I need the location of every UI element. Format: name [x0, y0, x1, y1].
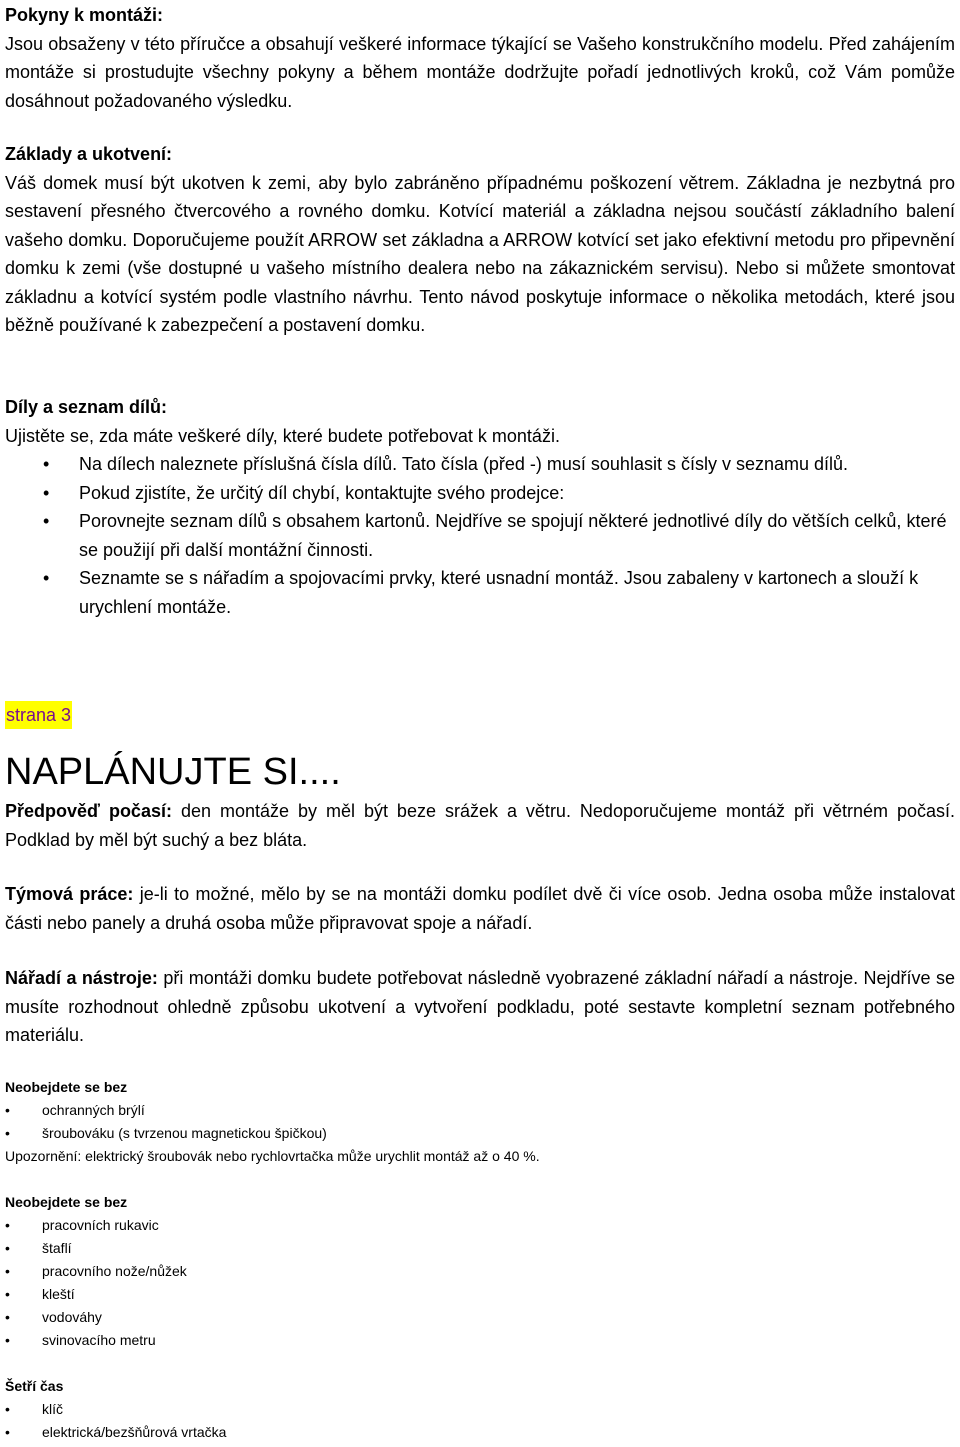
bullet-icon: • [5, 1424, 10, 1440]
section-text: při montáži domku budete potřebovat následně vyobrazené základní nářadí a nástroje. Nejdříve se musíte rozhodnout ohledně způsobu ukotvení a vytvoření podkladu, poté sestavte kompletní seznam potřebného materiálu. [5, 968, 955, 1045]
page-title: NAPLÁNUJTE SI.... [5, 751, 341, 793]
list-item-text: ochranných brýlí [42, 1102, 145, 1118]
list-item-text: šroubováku (s tvrzenou magnetickou špičkou) [42, 1125, 327, 1141]
section-heading: Díly a seznam dílů: [5, 397, 168, 417]
list-item-text: Porovnejte seznam dílů s obsahem kartonů. Nejdříve se spojují některé jednotlivé díly do větších celků, které se použijí při další montážní činnosti. [79, 511, 947, 560]
list-item-text: pracovních rukavic [42, 1217, 159, 1233]
list-item-text: Pokud zjistíte, že určitý díl chybí, kontaktujte svého prodejce: [79, 482, 565, 503]
section-required-tools-2 [5, 1191, 955, 1352]
section-teamwork [5, 880, 955, 937]
list-item [5, 1421, 955, 1444]
section-label: Předpověď počasí: [5, 801, 172, 821]
list-item-text: elektrická/bezšňůrová vrtačka [42, 1424, 227, 1440]
section-assembly-instructions [5, 1, 955, 115]
bullet-icon: • [43, 454, 50, 474]
list-item [5, 1260, 955, 1283]
list-item [5, 1099, 955, 1122]
list-heading: Neobejdete se bez [5, 1194, 128, 1210]
section-text: den montáže by měl být beze srážek a větru. Nedoporučujeme montáž při větrném počasí. Podklad by měl být suchý a bez bláta. [5, 801, 956, 850]
parts-bullet-list [5, 450, 955, 621]
section-heading: Pokyny k montáži: [5, 5, 164, 25]
list-item-text: klíč [42, 1401, 63, 1417]
section-label: Týmová práce: [5, 884, 134, 904]
tools-list [5, 1099, 955, 1145]
bullet-icon: • [5, 1309, 10, 1325]
list-item [5, 1398, 955, 1421]
bullet-icon: • [5, 1332, 10, 1348]
list-item-text: vodováhy [42, 1309, 102, 1325]
section-required-tools-1 [5, 1076, 955, 1168]
list-item-text: pracovního nože/nůžek [42, 1263, 187, 1279]
list-item [5, 1214, 955, 1237]
page-marker: strana 3 [5, 701, 72, 729]
section-parts-list [5, 393, 955, 621]
section-paragraph: Váš domek musí být ukotven k zemi, aby bylo zabráněno případnému poškození větrem. Základna je nezbytná pro sestavení přesného čtvercového a rovného domku. Kotvící materiál a základna nejsou součástí základního balení vašeho domku. Doporučujeme použít ARROW set základna a ARROW kotvící set jako efektivní metodu pro připevnění domku k zemi (vše dostupné u vašeho místního dealera nebo na zákaznickém servisu). Nebo si můžete smontovat základnu a kotvící systém podle vlastního návrhu. Tento návod poskytuje informace o několika metodách, které jsou běžně používané k zabezpečení a postavení domku. [5, 172, 955, 335]
bullet-icon: • [5, 1125, 10, 1141]
list-item [5, 1306, 955, 1329]
bullet-icon: • [5, 1240, 10, 1256]
section-heading: Základy a ukotvení: [5, 144, 173, 164]
list-item [5, 450, 955, 479]
list-item [5, 1283, 955, 1306]
list-item-text: svinovacího metru [42, 1332, 156, 1348]
list-item [5, 1122, 955, 1145]
list-item [5, 507, 955, 564]
section-intro: Ujistěte se, zda máte veškeré díly, které budete potřebovat k montáži. [5, 425, 560, 446]
list-heading: Šetří čas [5, 1378, 64, 1394]
bullet-icon: • [43, 568, 50, 588]
bullet-icon: • [5, 1217, 10, 1233]
bullet-icon: • [5, 1263, 10, 1279]
list-item-text: Na dílech naleznete příslušná čísla dílů. Tato čísla (před -) musí souhlasit s čísly v seznamu dílů. [79, 454, 849, 474]
section-tools [5, 964, 955, 1050]
list-item [5, 479, 955, 508]
section-label: Nářadí a nástroje: [5, 968, 158, 988]
bullet-icon: • [5, 1102, 10, 1118]
section-time-savers [5, 1375, 955, 1444]
bullet-icon: • [5, 1401, 10, 1417]
tools-list [5, 1398, 955, 1444]
bullet-icon: • [5, 1286, 10, 1302]
list-item-text: Seznamte se s nářadím a spojovacími prvky, které usnadní montáž. Jsou zabaleny v kartonech a slouží k urychlení montáže. [79, 568, 919, 617]
list-item-text: štaflí [42, 1240, 72, 1256]
bullet-icon: • [43, 482, 50, 503]
section-paragraph: Jsou obsaženy v této příručce a obsahují veškeré informace týkající se Vašeho konstrukčního modelu. Před zahájením montáže si prostudujte všechny pokyny a během montáže dodržujte pořadí jednotlivých kroků, což Vám pomůže dosáhnout požadovaného výsledku. [5, 33, 955, 111]
warning-note: Upozornění: elektrický šroubovák nebo rychlovrtačka může urychlit montáž až o 40 %. [5, 1148, 540, 1164]
list-item [5, 1237, 955, 1260]
list-item [5, 1329, 955, 1352]
tools-list [5, 1214, 955, 1352]
bullet-icon: • [43, 511, 50, 531]
section-text: je-li to možné, mělo by se na montáži domku podílet dvě či více osob. Jedna osoba může instalovat části nebo panely a druhá osoba může připravovat spoje a nářadí. [5, 884, 955, 933]
list-heading: Neobejdete se bez [5, 1079, 128, 1095]
section-foundations [5, 140, 955, 340]
section-weather [5, 797, 955, 854]
list-item-text: kleští [42, 1286, 75, 1302]
list-item [5, 564, 955, 621]
